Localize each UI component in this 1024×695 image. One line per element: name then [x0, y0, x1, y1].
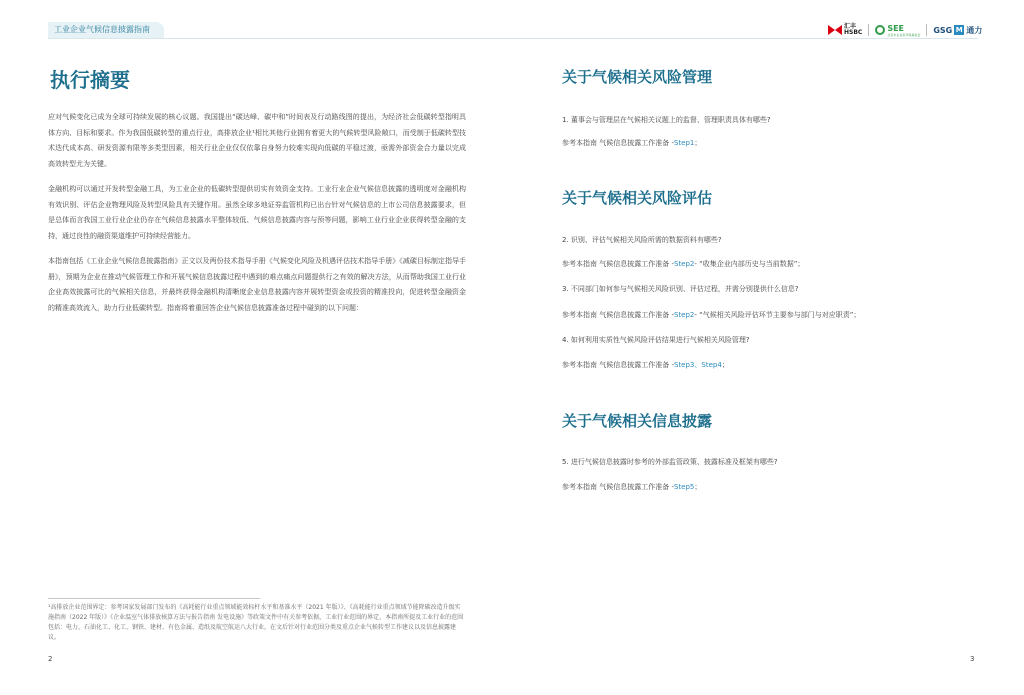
page-number-right: 3 [970, 655, 975, 663]
reference-suffix: ； [694, 139, 702, 147]
footnote-divider [48, 598, 260, 599]
reference-suffix: ； [694, 483, 702, 491]
question-item: 5. 进行气候信息披露时参考的外部监管政策、披露标准及框架有哪些? [562, 458, 778, 466]
reference-prefix: 参考本指南 气候信息披露工作准备 - [562, 311, 674, 319]
question-item: 4. 如何利用实质性气候风险评估结果进行气候相关风险管理? [562, 336, 750, 344]
gsg-mark-icon: M [955, 26, 963, 34]
reference-item [562, 310, 982, 320]
section-title-disclosure: 关于气候相关信息披露 [562, 412, 713, 430]
header-tab: 工业企业气候信息披露指南 [48, 22, 164, 38]
hsbc-cn-text: 汇丰 [844, 23, 857, 30]
section-title-risk-management: 关于气候相关风险管理 [562, 68, 713, 86]
tongli-name: 通力 [966, 25, 983, 35]
step-link[interactable]: Step5 [673, 483, 695, 491]
paragraph-1: 应对气候变化已成为全球可持续发展的核心议题。我国提出“碳达峰、碳中和”时间表及行动路线图的提出，为经济社会低碳转型指明具体方向、目标和要求。作为我国低碳转型的重点行业，高排放企业¹相比其他行业拥有着更大的气候转型风险敞口，而受制于低碳转型技术迭代成本高、研发资源有限等多类型因素，相关行业企业仅仅依靠自身努力较难实现向低碳的平稳过渡，亟需外部资金合力量以完成高效转型尤为关键。 [48, 113, 466, 168]
see-name: SEE [887, 23, 905, 33]
step-link[interactable]: Step2 [673, 260, 695, 268]
reference-prefix: 参考本指南 气候信息披露工作准备 - [562, 483, 674, 491]
right-page [512, 0, 1024, 695]
reference-item [562, 138, 982, 148]
reference-item [562, 360, 982, 370]
reference-item [562, 259, 982, 269]
question-item: 2. 识别、评估气候相关风险所需的数据资料有哪些? [562, 236, 722, 244]
see-subtitle: 北京市企业家环保基金会 [887, 32, 921, 37]
gsg-name: GSG [933, 25, 953, 35]
step-link[interactable]: Step3、Step4 [673, 361, 722, 369]
footnote: ¹高排放企业范围界定：参考国家发展部门发布的《高耗能行业重点领域能效标杆水平和基准水平（2021 年版）》、《高耗能行业重点领域节能降碳改造升级实施指南（2022 年版）》《企业温室气体排放核算方法与报告指南 发电设施》等政策文件中有关参考依据，工业行业范围的界定，本指南所提及工业行业的范围包括：电力、石油化工、化工、钢铁、建材、有色金属、造纸及航空航运八大行业，在文后针对行业范围分类及重点企业气候转型工作建议以及信息披露建议。 [48, 604, 464, 641]
paragraph-2: 金融机构可以通过开发转型金融工具，为工业企业的低碳转型提供切实有效资金支持。工业行业企业气候信息披露的透明度对金融机构有效识别、评估企业物理风险及转型风险具有关键作用。虽然全球多地证券监管机构已出台针对气候信息的上市公司信息披露要求，但是总体而言我国工业行业企业仍存在气候信息披露水平整体较低、气候信息披露内容与预等问题，影响工业行业企业获得转型金融的支持，通过良性的融资渠道维护可持续经营能力。 [48, 185, 466, 240]
hsbc-en-text: HSBC [844, 29, 863, 36]
page-title: 执行摘要 [50, 68, 130, 92]
step-link[interactable]: Step1 [673, 139, 695, 147]
page-number-left: 2 [48, 655, 53, 663]
question-item: 3. 不同部门如何参与气候相关风险识别、评估过程，并需分别提供什么信息? [562, 285, 799, 293]
paragraph-3: 本指南包括《工业企业气候信息披露指南》正文以及两份技术指导手册《气候变化风险及机遇评估技术指导手册》《减碳目标制定指导手册》，预期为企业在推动气候管理工作和开展气候信息披露过程中遇到的难点痛点问题提供行之有效的解决方法，从而帮助我国工业行业企业高效披露可比的气候相关信息，并最终获得金融机构清晰度企业信息披露内容并展转型资金或投资的精准投向，促进转型金融资金的精准高效流入，助力行业低碳转型。指南将着重回答企业气候信息披露准备过程中碰到的以下问题： [48, 257, 466, 312]
reference-suffix: - “气候相关风险评估环节主要参与部门与对应职责”； [694, 311, 861, 319]
section-title-risk-assessment: 关于气候相关风险评估 [562, 189, 713, 207]
reference-item [562, 482, 982, 492]
question-item: 1. 董事会与管理层在气候相关议题上的监督、管理职责具体有哪些? [562, 116, 771, 124]
step-link[interactable]: Step2 [673, 311, 695, 319]
reference-prefix: 参考本指南 气候信息披露工作准备 - [562, 260, 674, 268]
reference-prefix: 参考本指南 气候信息披露工作准备 - [562, 361, 674, 369]
reference-prefix: 参考本指南 气候信息披露工作准备 - [562, 139, 674, 147]
reference-suffix: ； [721, 361, 729, 369]
reference-suffix: - “收集企业内部历史与当前数据”； [694, 260, 805, 268]
